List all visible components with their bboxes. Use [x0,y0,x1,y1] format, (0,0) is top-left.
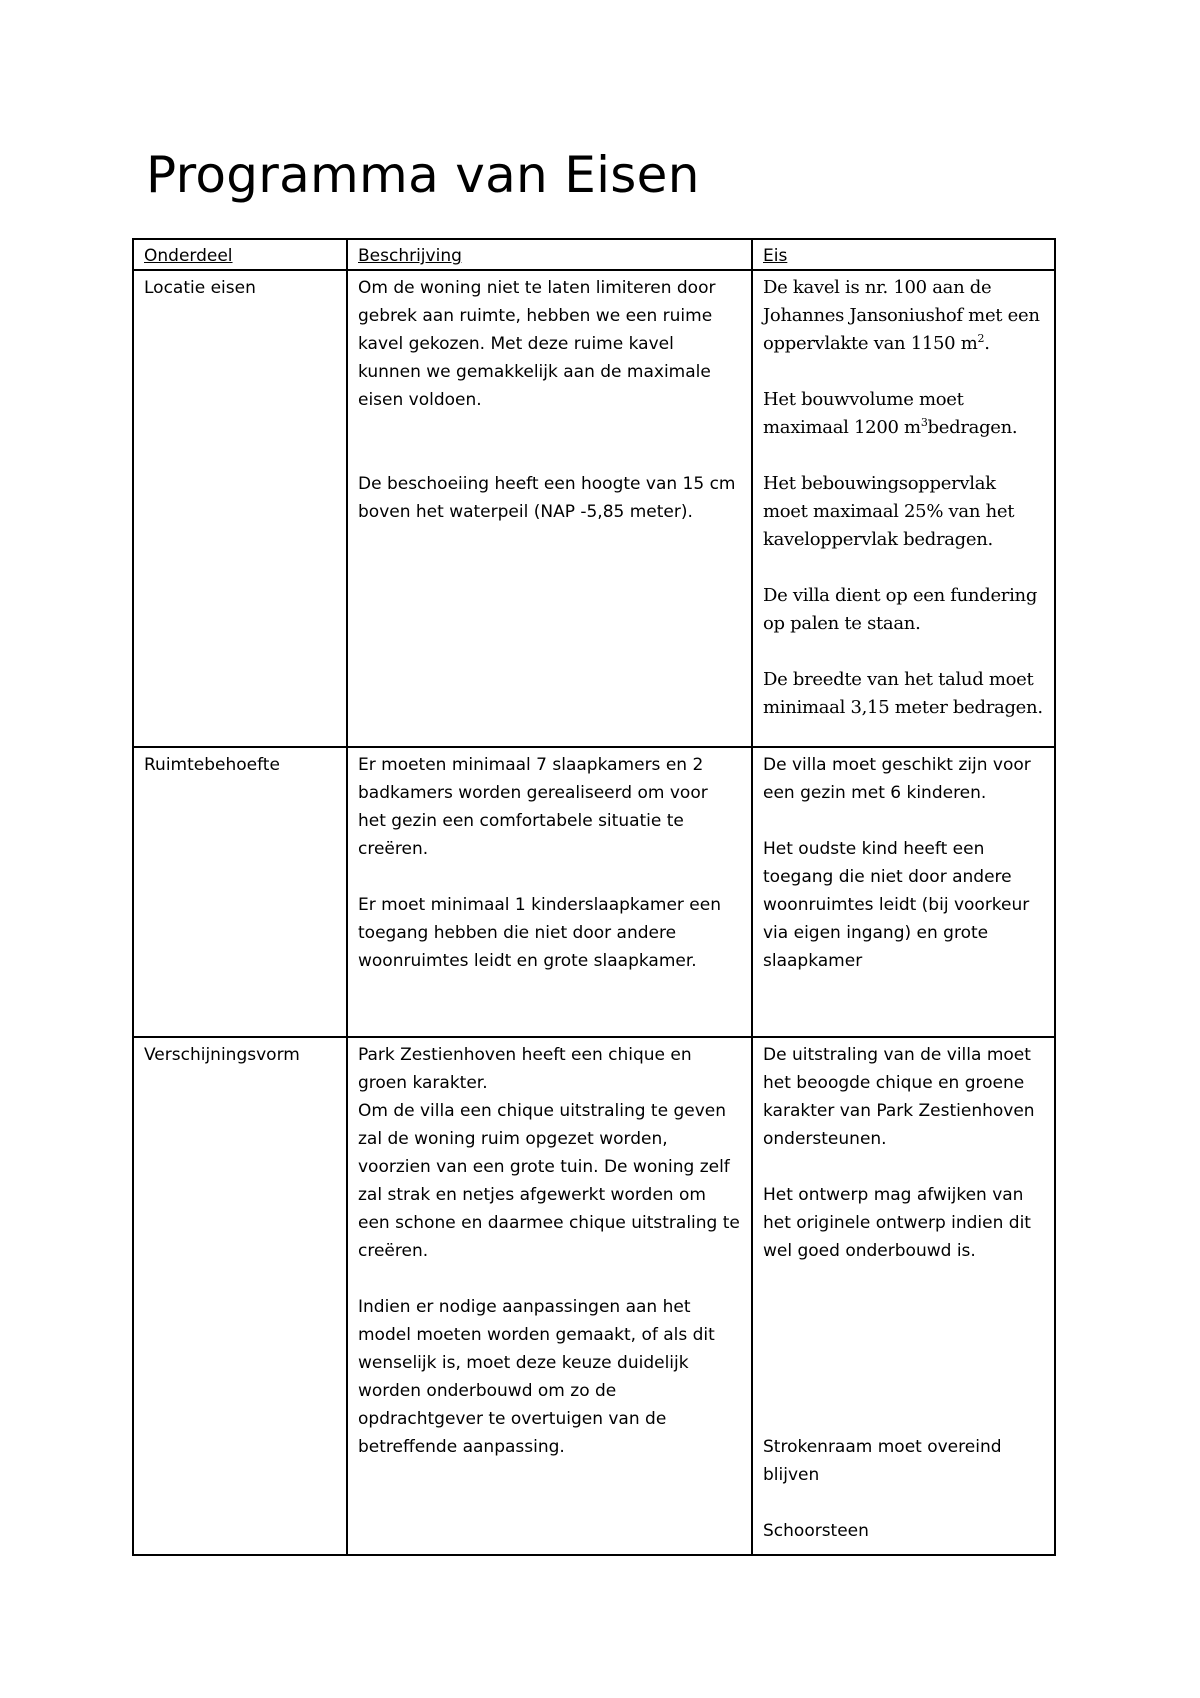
paragraph: Park Zestienhoven heeft een chique en groen karakter. [358,1045,692,1093]
header-eis: Eis [752,239,1055,270]
cell-beschrijving [347,1037,752,1555]
paragraph: Het ontwerp mag afwijken van het originele ontwerp indien dit wel goed onderbouwd is. [763,1185,1031,1261]
cell-onderdeel: Ruimtebehoefte [133,747,347,1037]
table-row [133,270,1055,747]
cell-eis [752,1037,1055,1555]
cell-onderdeel: Locatie eisen [133,270,347,747]
paragraph: Om de villa een chique uitstraling te geven zal de woning ruim opgezet worden, voorzien van een grote tuin. De woning zelf zal strak en netjes afgewerkt worden om een schone en daarmee chique uitstraling te creëren. [358,1101,740,1261]
paragraph: Er moet minimaal 1 kinderslaapkamer een toegang hebben die niet door andere woonruimtes leidt en grote slaapkamer. [358,895,722,971]
paragraph: Om de woning niet te laten limiteren door gebrek aan ruimte, hebben we een ruime kavel gekozen. Met deze ruime kavel kunnen we gemakkelijk aan de maximale eisen voldoen. [358,278,716,410]
paragraph: Het oudste kind heeft een toegang die niet door andere woonruimtes leidt (bij voorkeur via eigen ingang) en grote slaapkamer [763,839,1030,971]
table-row [133,1037,1055,1555]
table-header-row [133,239,1055,270]
cell-eis [752,270,1055,747]
paragraph: De uitstraling van de villa moet het beoogde chique en groene karakter van Park Zestienhoven ondersteunen. [763,1045,1035,1149]
paragraph: De kavel is nr. 100 aan de Johannes Jansoniushof met een oppervlakte van 1150 $m^2$. [763,277,1040,354]
paragraph: De breedte van het talud moet minimaal 3,15 meter bedragen. [763,669,1043,718]
page-title: Programma van Eisen [146,146,700,204]
paragraph: Schoorsteen [763,1521,869,1541]
paragraph: Strokenraam moet overeind blijven [763,1437,1002,1485]
cell-onderdeel: Verschijningsvorm [133,1037,347,1555]
paragraph: Het bouwvolume moet maximaal 1200 $m^3bedragen$. [763,389,1018,438]
header-beschrijving: Beschrijving [347,239,752,270]
cell-beschrijving [347,270,752,747]
header-onderdeel: Onderdeel [133,239,347,270]
table-row [133,747,1055,1037]
paragraph: De beschoeiing heeft een hoogte van 15 cm boven het waterpeil (NAP -5,85 meter). [358,474,736,522]
paragraph: De villa moet geschikt zijn voor een gezin met 6 kinderen. [763,755,1031,803]
requirements-table [132,238,1056,1556]
cell-eis [752,747,1055,1037]
paragraph: Indien er nodige aanpassingen aan het model moeten worden gemaakt, of als dit wenselijk is, moet deze keuze duidelijk worden onderbouwd om zo de opdrachtgever te overtuigen van de betreffende aanpassing. [358,1297,715,1457]
cell-beschrijving [347,747,752,1037]
paragraph: Er moeten minimaal 7 slaapkamers en 2 badkamers worden gerealiseerd om voor het gezin een comfortabele situatie te creëren. [358,755,708,859]
paragraph: De villa dient op een fundering op palen te staan. [763,585,1038,634]
paragraph: Het bebouwingsoppervlak moet maximaal 25% van het kaveloppervlak bedragen. [763,473,1015,550]
